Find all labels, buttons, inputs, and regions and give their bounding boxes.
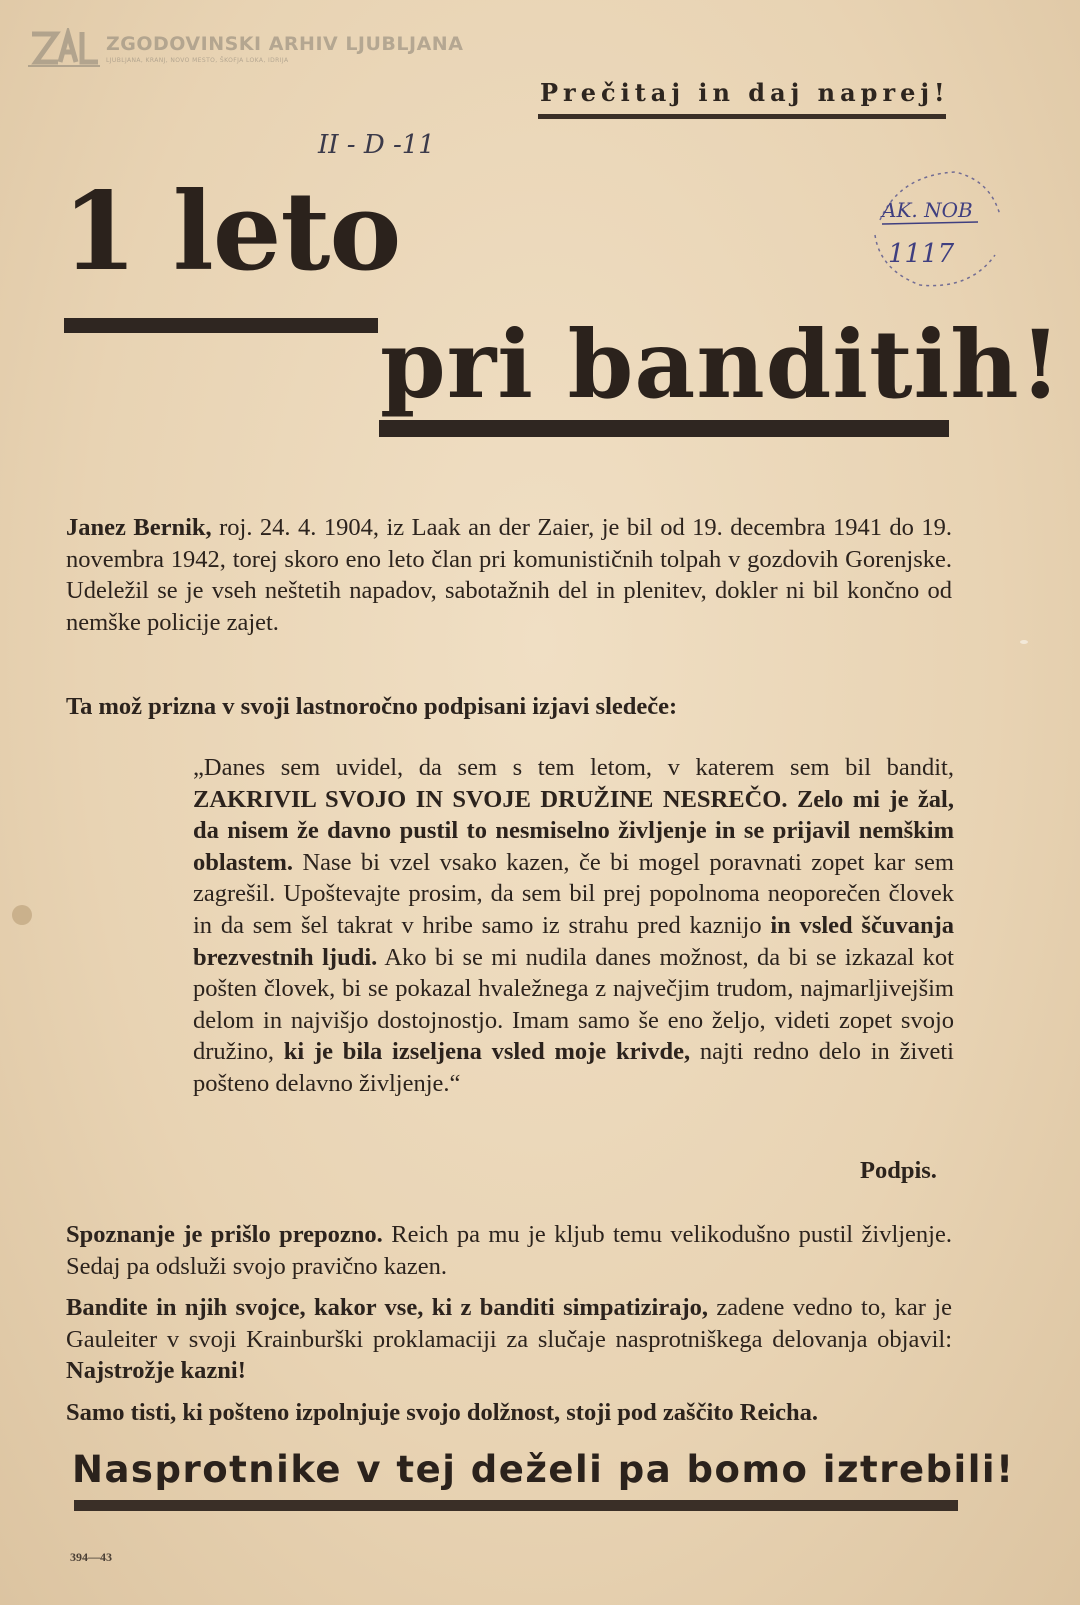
person-name: Janez	[66, 514, 126, 541]
quote-part-7: najti redno delo in živeti pošteno delavno življenje.“	[193, 1038, 954, 1097]
signature: Podpis.	[860, 1157, 937, 1184]
zal-logo-icon	[28, 28, 100, 68]
intro-text: roj. 24. 4. 1904, iz Laak an der Zaier, je bil od 19. decembra 1941 do 19. novembra 1942, torej skoro eno leto član pri komunističnih tolpah v gozdovih Gorenjske. Udeležil se je vseh neštetih napadov, sabotažnih del in plenitev, dokler ni bil končno od nemške policije zajet.	[66, 514, 953, 636]
realization-paragraph	[66, 1219, 952, 1282]
quote-part-3: Nase bi vzel vsako kazen, če bi mogel poravnati zopet kar sem zagrešil. Upoštevajte prosim, da sem bil prej popolnoma neoporečen človek in da sem šel takrat v hribe samo iz strahu pred kaznijo	[193, 848, 954, 939]
slogan-rule	[74, 1500, 958, 1511]
quote-part-6: ki je bila izseljena vsled moje krivde,	[283, 1038, 691, 1066]
title-line-2: pri banditih!	[380, 310, 1062, 420]
quote-part-2: ZAKRIVIL SVOJO IN SVOJE DRUŽINE NESREČO. Zelo mi je žal, da nisem že davno pustil to nesmiselno življenje in se prijavil nemškim oblastem.	[193, 785, 954, 876]
bandits-paragraph	[66, 1292, 952, 1387]
paper-stain	[12, 905, 32, 925]
archive-stamp	[860, 160, 1010, 300]
title-rule-1	[64, 318, 378, 333]
handwritten-reference: II - D -11	[318, 130, 435, 160]
stamp-line-2: 1117	[888, 239, 955, 269]
stamp-line-1: AK. NOB	[882, 198, 973, 222]
closing-slogan: Nasprotnike v tej deželi pa bomo iztrebili!	[72, 1448, 1015, 1491]
bandits-text: zadene vedno to, kar je Gauleiter v svoji Krainburški proklamaciji za slučaje nasprotniškega delovanja objavil:	[66, 1294, 952, 1353]
title-rule-2	[379, 420, 949, 437]
bandits-bold: Bandite in njih svojce, kakor vse, ki z banditi simpatizirajo,	[66, 1294, 709, 1321]
person-surname: Bernik,	[133, 514, 212, 541]
title-line-1: 1 leto	[62, 169, 401, 295]
confession-quote	[193, 752, 954, 1100]
header-rule	[538, 114, 946, 119]
quote-part-1: „Danes sem uvidel, da sem s tem letom, v katerem sem bil bandit,	[193, 754, 954, 781]
archive-name: ZGODOVINSKI ARHIV LJUBLJANA	[106, 32, 464, 55]
realization-bold: Spoznanje je prišlo prepozno.	[66, 1221, 383, 1248]
print-code: 394—43	[70, 1550, 112, 1564]
realization-text: Reich pa mu je kljub temu velikodušno pustil življenje. Sedaj pa odsluži svojo pravično kazen.	[66, 1221, 952, 1280]
quote-part-5: Ako bi se mi nudila danes možnost, da bi se izkazal kot pošten človek, bi se pokazal hvaležnega z največjim trudom, najmarljivejšim delom in najvišjo dostojnostjo. Imam samo še eno željo, videti zopet svojo družino,	[193, 943, 954, 1066]
quote-part-4: in vsled ščuvanja brezvestnih ljudi.	[193, 911, 955, 971]
read-and-pass-on: Prečitaj in daj naprej!	[540, 78, 950, 107]
protection-paragraph: Samo tisti, ki pošteno izpolnjuje svojo dolžnost, stoji pod zaščito Reicha.	[66, 1399, 819, 1426]
intro-paragraph	[66, 512, 952, 638]
confession-intro: Ta mož prizna v svoji lastnoročno podpisani izjavi sledeče:	[66, 693, 678, 720]
paper-mark	[1020, 640, 1028, 644]
archive-header	[28, 28, 463, 68]
archive-subtitle: LJUBLJANA, KRANJ, NOVO MESTO, ŠKOFJA LOKA, IDRIJA	[106, 56, 289, 64]
bandits-bold-2: Najstrožje kazni!	[66, 1357, 246, 1385]
